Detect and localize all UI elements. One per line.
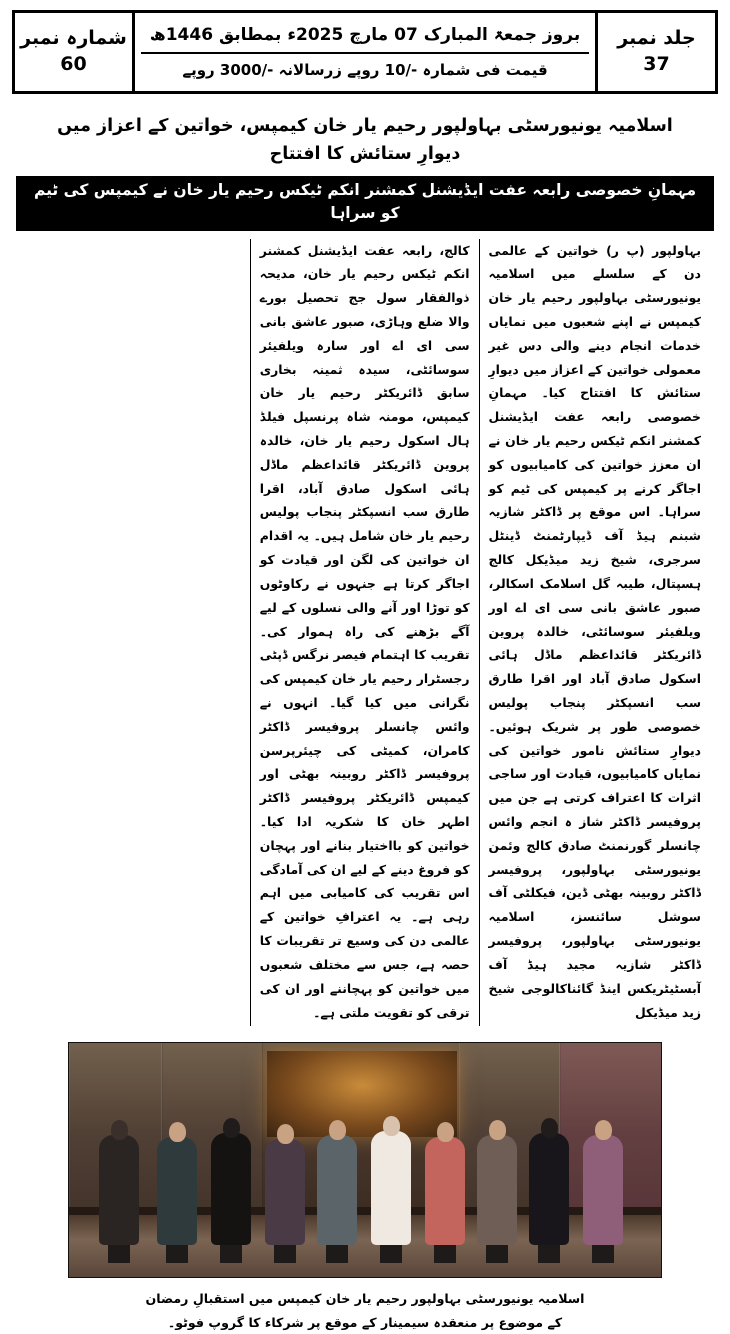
article-column-right — [480, 239, 710, 1027]
photo-person — [369, 1116, 413, 1263]
masthead-issue: شمارہ نمبر 60 — [15, 13, 135, 91]
headline-main: اسلامیہ یونیورسٹی بہاولپور رحیم یار خان کیمپس، خواتین کے اعزاز میں دیوارِ ستائش کا افتتاح — [57, 116, 673, 164]
article-paragraph: کالج، رابعہ عفت ایڈیشنل کمشنر انکم ٹیکس رحیم یار خان، مدیحہ ذوالفقار سول جج تحصیل بورے والا ضلع وہاڑی، صبور عاشق بانی سی ای اے اور سارہ ویلفیئر سوسائٹی، سیدہ ثمینہ بخاری سابق ڈائریکٹر رحیم یار خان کیمپس، مومنہ شاہ پرنسپل فیلڈ ہال اسکول رحیم یار خان، خالدہ پروین ڈائریکٹر قائداعظم ماڈل ہائی اسکول صادق آباد، اقرا طارق سب انسپکٹر پنجاب پولیس رحیم یار خان شامل ہیں۔ یہ اقدام ان خواتین کی لگن اور قیادت کو اجاگر کرتا ہے جنہوں نے رکاوٹوں کو توڑا اور آنے والی نسلوں کے لیے آگے بڑھنے کی راہ ہموار کی۔ تقریب کا اہتمام فیصر نرگس ڈپٹی رجسٹرار رحیم یار خان کیمپس کی نگرانی میں کیا گیا۔ انہوں نے وائس چانسلر پروفیسر ڈاکٹر کامران، کمیٹی کی چیئرپرسن پروفیسر ڈاکٹر روبینہ بھٹی اور کیمپس ڈائریکٹر پروفیسر ڈاکٹر اطہر خان کا شکریہ ادا کیا۔ خواتین کو بااختیار بنانے اور پہچان کو فروغ دینے کے لیے ان کی آمادگی اس تقریب کی کامیابی میں اہم رہی ہے۔ یہ اعترافِ خواتین کے عالمی دن کی وسیع تر تقریبات کا حصہ ہے، جس سے مختلف شعبوں میں خواتین کو پہچاننے اور ان کی ترقی کو تقویت ملتی ہے۔ — [259, 242, 470, 1020]
masthead-date: بروز جمعۃ المبارک 07 مارچ 2025ء بمطابق 1446ھ — [141, 23, 589, 55]
photo-caption: اسلامیہ یونیورسٹی بہاولپور رحیم یار خان کیمپس میں استقبالِ رمضان کے موضوع پر منعقدہ سیمینار کے موقع پر شرکاء کا گروپ فوٹو۔ — [145, 1291, 585, 1330]
photo-person — [97, 1120, 141, 1263]
photo-person — [155, 1122, 199, 1263]
masthead — [12, 10, 718, 94]
photo-person — [423, 1122, 467, 1263]
article-body — [20, 239, 710, 1027]
headline-block — [16, 112, 714, 231]
photo-block — [68, 1042, 662, 1334]
photo-person — [475, 1120, 519, 1263]
group-photo-of-participants — [68, 1042, 662, 1278]
article-paragraph: بہاولپور (پ ر) خواتین کے عالمی دن کے سلسلے میں اسلامیہ یونیورسٹی بہاولپور رحیم یار خان کیمپس نے اپنے شعبوں میں نمایاں خدمات انجام دینے والی دس غیر معمولی خواتین کے اعزاز میں دیوارِ ستائش کا افتتاح کیا۔ مہمانِ خصوصی رابعہ عفت ایڈیشنل کمشنر انکم ٹیکس رحیم یار خان نے ان معزز خواتین کی کامیابیوں کو اجاگر کرنے پر کیمپس کی ٹیم کو سراہا۔ اس موقع پر ڈاکٹر شازیہ شبنم ہیڈ آف ڈیپارٹمنٹ ڈینٹل سرجری، شیخ زید میڈیکل کالج ہسپتال، طیبہ گل اسلامک اسکالر، صبور عاشق بانی سی ای اے اور ویلفیئر سوسائٹی، خالدہ پروین ڈائریکٹر قائداعظم ماڈل ہائی اسکول صادق آباد اور اقرا طارق سب انسپکٹر پنجاب پولیس خصوصی طور پر شریک ہوئیں۔ دیوارِ ستائش نامور خواتین کی نمایاں کامیابیوں، قیادت اور ساجی اثرات کا اعتراف کرتی ہے جن میں پروفیسر ڈاکٹر شاز ہ انجم وائس چانسلر گورنمنٹ صادق کالج وئمن یونیورسٹی بہاولپور، پروفیسر ڈاکٹر روبینہ بھٹی ڈین، فیکلٹی آف سوشل سائنسز، اسلامیہ یونیورسٹی بہاولپور، پروفیسر ڈاکٹر شازیہ مجید ہیڈ آف آبسٹیٹریکس اینڈ گائناکالوجی شیخ زید میڈیکل — [488, 242, 701, 1020]
photo-person — [263, 1124, 307, 1263]
headline-strap: مہمانِ خصوصی رابعہ عفت ایڈیشنل کمشنر انکم ٹیکس رحیم یار خان نے کیمپس کی ٹیم کو سراہا — [16, 176, 714, 231]
masthead-volume: جلد نمبر 37 — [595, 13, 715, 91]
masthead-price: قیمت فی شمارہ -/10 روپے زرسالانہ -/3000 روپے — [182, 61, 548, 79]
article-column-middle — [250, 239, 480, 1027]
photo-person — [581, 1120, 625, 1263]
photo-person — [315, 1120, 359, 1263]
photo-person — [527, 1118, 571, 1263]
masthead-center — [135, 13, 595, 91]
photo-person — [209, 1118, 253, 1263]
